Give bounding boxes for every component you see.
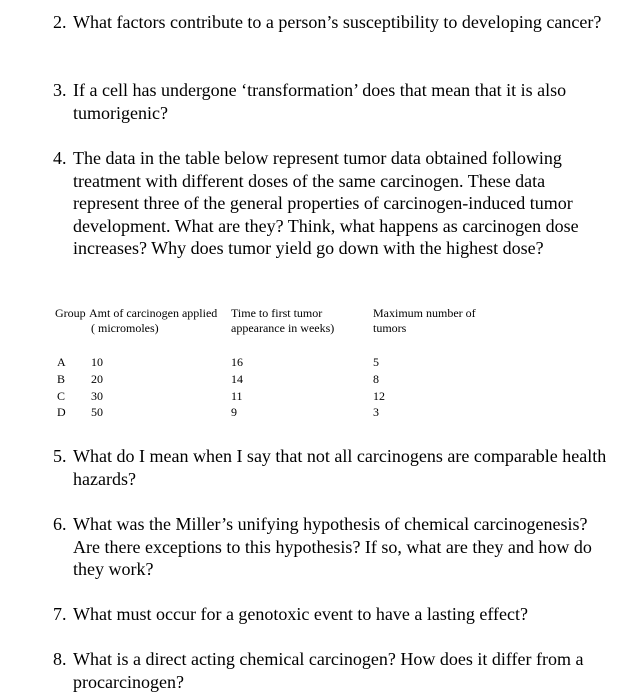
header-time-unit: appearance in weeks)	[231, 321, 335, 335]
cell-amount: 10	[91, 355, 103, 369]
cell-group: B	[57, 372, 66, 386]
question-4	[53, 147, 613, 260]
question-text: If a cell has undergone ‘transformation’ does that mean that it is also tumorigenic?	[73, 80, 567, 123]
cell-amount: 20	[91, 372, 103, 386]
cell-time: 11	[231, 389, 243, 403]
question-number: 7.	[53, 604, 67, 624]
header-group: Group	[55, 306, 86, 320]
cell-time: 16	[231, 355, 243, 369]
question-number: 5.	[53, 446, 67, 466]
header-max: Maximum number of	[373, 306, 476, 320]
question-number: 4.	[53, 148, 67, 168]
cell-amount: 50	[91, 405, 103, 419]
cell-group: C	[57, 389, 66, 403]
header-amount-unit: ( micromoles)	[91, 321, 159, 335]
question-number: 8.	[53, 649, 67, 669]
cell-amount: 30	[91, 389, 103, 403]
cell-time: 9	[231, 405, 237, 419]
cell-max: 12	[373, 389, 385, 403]
question-text: What is a direct acting chemical carcinogen? How does it differ from a procarcinogen?	[73, 649, 584, 692]
question-number: 3.	[53, 80, 67, 100]
header-time: Time to first tumor	[231, 306, 323, 320]
question-7	[53, 603, 613, 626]
question-text: What do I mean when I say that not all carcinogens are comparable health hazards?	[73, 446, 607, 489]
question-number: 2.	[53, 12, 67, 32]
question-3	[53, 79, 613, 124]
header-max-unit: tumors	[373, 321, 407, 335]
question-5	[53, 445, 613, 490]
cell-max: 3	[373, 405, 379, 419]
question-text: What was the Miller’s unifying hypothesis of chemical carcinogenesis? Are there exceptions to this hypothesis? If so, what are they and how do they work?	[73, 514, 592, 579]
header-amount: Amt of carcinogen applied	[89, 306, 218, 320]
question-8	[53, 648, 613, 693]
question-text: What factors contribute to a person’s susceptibility to developing cancer?	[73, 12, 602, 32]
cell-group: A	[57, 355, 66, 369]
question-text: What must occur for a genotoxic event to have a lasting effect?	[73, 604, 528, 624]
question-6	[53, 513, 613, 581]
question-number: 6.	[53, 514, 67, 534]
cell-time: 14	[231, 372, 243, 386]
question-2	[53, 11, 613, 34]
cell-max: 8	[373, 372, 379, 386]
question-text: The data in the table below represent tumor data obtained following treatment with different doses of the same carcinogen. These data represent three of the general properties of carcinogen-induced tumor development. What are they? Think, what happens as carcinogen dose increases? Why does tumor yield go down with the highest dose?	[73, 148, 579, 258]
cell-max: 5	[373, 355, 379, 369]
cell-group: D	[57, 405, 66, 419]
